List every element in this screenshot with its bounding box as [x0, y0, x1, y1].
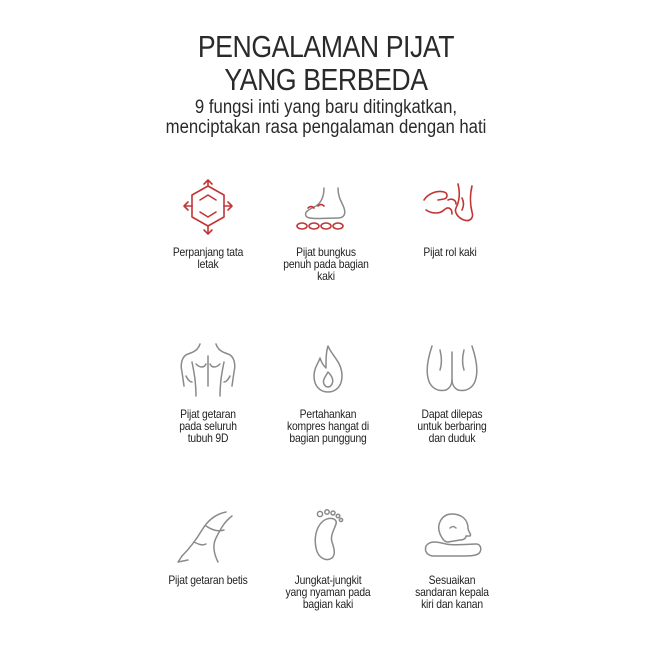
feature-adjust-headrest — [392, 508, 512, 610]
subtitle-line-1: 9 fungsi inti yang baru ditingkatkan, — [194, 97, 458, 118]
feature-label: Pertahankan kompres hangat di bagian punggung — [287, 407, 369, 445]
flame-icon — [296, 342, 360, 398]
footprint-icon — [296, 508, 360, 564]
feature-label: Pijat rol kaki — [423, 245, 477, 259]
head-pillow-icon — [420, 508, 484, 564]
expand-arrows-icon — [176, 180, 240, 236]
header — [0, 30, 652, 138]
hand-foot-roll-icon — [418, 180, 482, 236]
feature-foot-wrap-massage — [266, 180, 386, 282]
title-line-1: PENGALAMAN PIJAT — [197, 29, 455, 64]
feature-expand-layout — [148, 180, 268, 270]
feature-foot-roll-massage — [390, 180, 510, 258]
feature-foot-seesaw — [268, 508, 388, 610]
feature-label: Jungkat-jungkit yang nyaman pada bagian kaki — [285, 573, 371, 611]
feature-calf-vibration — [148, 508, 268, 586]
feature-detachable — [392, 342, 512, 444]
feature-label: Dapat dilepas untuk berbaring dan duduk — [417, 407, 487, 445]
buttocks-icon — [420, 342, 484, 398]
title-line-2: YANG BERBEDA — [224, 62, 428, 97]
feature-label: Pijat getaran betis — [168, 573, 248, 587]
page-subtitle — [39, 98, 613, 138]
feature-warm-compress — [268, 342, 388, 444]
feature-label: Sesuaikan sandaran kepala kiri dan kanan — [415, 573, 489, 611]
feature-label: Pijat getaran pada seluruh tubuh 9D — [179, 407, 237, 445]
feature-9d-vibration — [148, 342, 268, 444]
feature-label: Pijat bungkus penuh pada bagian kaki — [283, 245, 369, 283]
leg-calf-icon — [176, 508, 240, 564]
foot-massage-icon — [294, 180, 358, 236]
back-body-icon — [176, 342, 240, 398]
feature-label: Perpanjang tata letak — [172, 245, 244, 271]
subtitle-line-2: menciptakan rasa pengalaman dengan hati — [165, 117, 487, 138]
page-title — [46, 30, 607, 96]
